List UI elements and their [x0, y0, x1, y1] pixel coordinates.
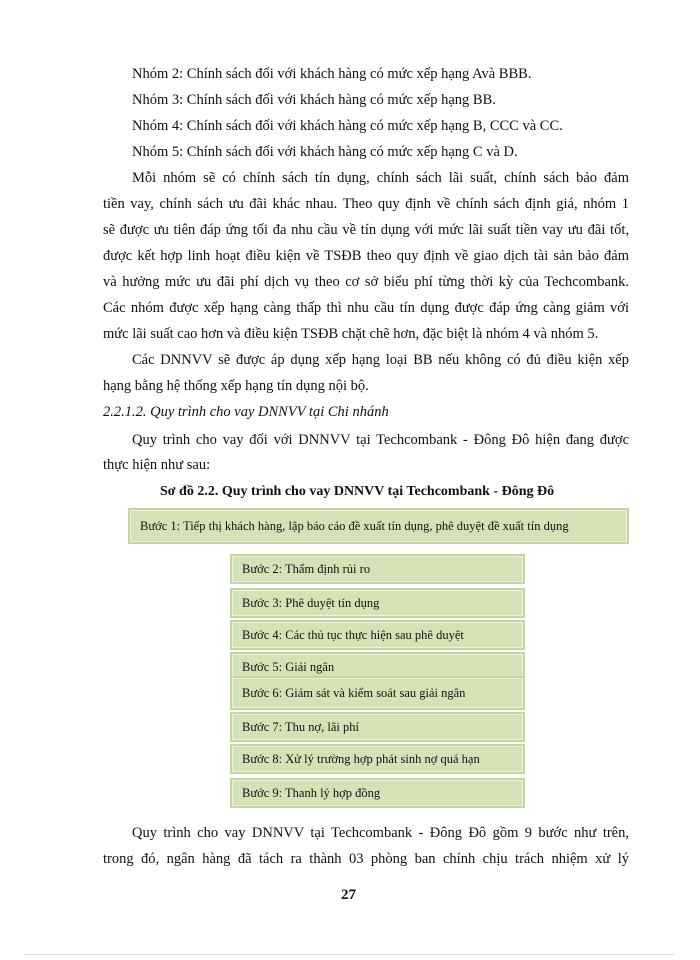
- page-bottom-divider: [24, 954, 674, 955]
- policy-line-3: sẽ được ưu tiên đáp ứng tối đa nhu cầu về tín dụng với mức lãi suất tiền vay ưu đãi tốt,: [103, 222, 629, 238]
- section-heading: 2.2.1.2. Quy trình cho vay DNNVV tại Chi nhánh: [103, 404, 389, 420]
- step-5-box: Bước 5: Giải ngân: [230, 652, 525, 682]
- group5-line: Nhóm 5: Chính sách đối với khách hàng có mức xếp hạng C và D.: [132, 144, 518, 160]
- policy-line-7: mức lãi suất cao hơn và điều kiện TSĐB chặt chẽ hơn, đặc biệt là nhóm 4 và nhóm 5.: [103, 326, 599, 342]
- intro-line-2: thực hiện như sau:: [103, 457, 211, 473]
- closing-line-2: trong đó, ngân hàng đã tách ra thành 03 phòng ban chính chịu trách nhiệm xử lý: [103, 851, 629, 867]
- group2-line: Nhóm 2: Chính sách đối với khách hàng có mức xếp hạng Avà BBB.: [132, 66, 532, 82]
- step-6-box: Bước 6: Giám sát và kiểm soát sau giải ngân: [230, 676, 525, 710]
- policy-line-6: Các nhóm được xếp hạng càng thấp thì nhu cầu tín dụng được đáp ứng càng giảm với: [103, 300, 629, 316]
- group4-line: Nhóm 4: Chính sách đối với khách hàng có mức xếp hạng B, CCC và CC.: [132, 118, 563, 134]
- dnnvv-line-2: hạng bằng hệ thống xếp hạng tín dụng nội bộ.: [103, 378, 369, 394]
- policy-line-1: Mỗi nhóm sẽ có chính sách tín dụng, chính sách lãi suất, chính sách bảo đảm: [132, 170, 629, 186]
- group3-line: Nhóm 3: Chính sách đối với khách hàng có mức xếp hạng BB.: [132, 92, 496, 108]
- page-number: 27: [341, 887, 356, 903]
- step-1-box: Bước 1: Tiếp thị khách hàng, lập báo cáo đề xuất tín dụng, phê duyệt đề xuất tín dụng: [128, 508, 629, 544]
- policy-line-4: được kết hợp linh hoạt điều kiện về TSĐB theo quy định về giao dịch tài sản bảo đảm: [103, 248, 629, 264]
- diagram-caption: Sơ đồ 2.2. Quy trình cho vay DNNVV tại Techcombank - Đông Đô: [160, 484, 555, 499]
- step-8-box: Bước 8: Xử lý trường hợp phát sinh nợ quá hạn: [230, 744, 525, 774]
- step-7-box: Bước 7: Thu nợ, lãi phí: [230, 712, 525, 742]
- policy-line-5: và hưởng mức ưu đãi phí dịch vụ theo cơ sở biểu phí từng thời kỳ của Techcombank.: [103, 274, 629, 290]
- step-4-box: Bước 4: Các thủ tục thực hiện sau phê duyệt: [230, 620, 525, 650]
- step-3-box: Bước 3: Phê duyệt tín dụng: [230, 588, 525, 618]
- closing-line-1: Quy trình cho vay DNNVV tại Techcombank - Đông Đô gồm 9 bước như trên,: [132, 825, 629, 841]
- dnnvv-line-1: Các DNNVV sẽ được áp dụng xếp hạng loại BB nếu không có đủ điều kiện xếp: [132, 352, 629, 368]
- step-9-box: Bước 9: Thanh lý hợp đồng: [230, 778, 525, 808]
- policy-line-2: tiền vay, chính sách ưu đãi khác nhau. Theo quy định về chính sách định giá, nhóm 1: [103, 196, 629, 212]
- intro-line-1: Quy trình cho vay đối với DNNVV tại Techcombank - Đông Đô hiện đang được: [132, 432, 629, 448]
- step-2-box: Bước 2: Thẩm định rủi ro: [230, 554, 525, 584]
